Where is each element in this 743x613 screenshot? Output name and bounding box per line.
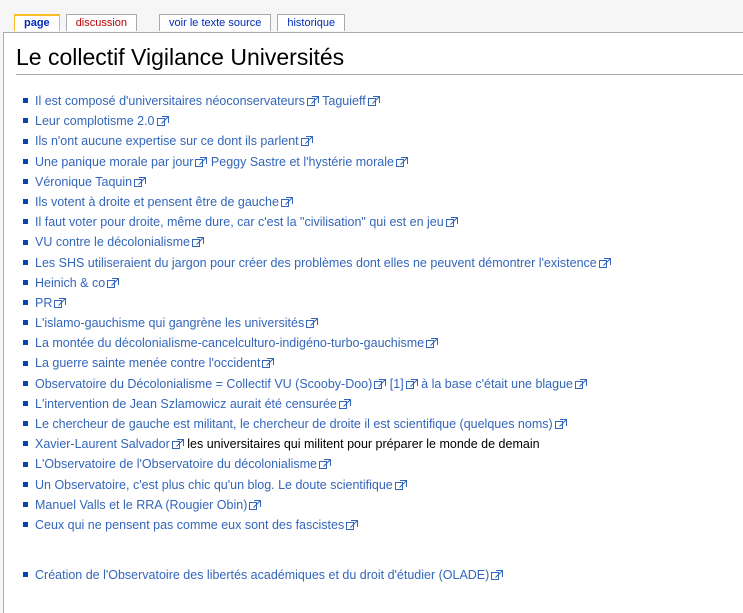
list-item	[23, 495, 611, 515]
bullet-icon	[23, 179, 28, 184]
link-text: Taguieff	[322, 94, 366, 108]
external-link[interactable]	[35, 437, 184, 451]
external-link-icon	[301, 136, 313, 146]
link-text: PR	[35, 295, 53, 310]
external-link-icon	[446, 217, 458, 227]
external-link-icon	[555, 419, 567, 429]
link-text: Les SHS utiliseraient du jargon pour créer des problèmes dont elles ne peuvent démontrer l'existence	[35, 255, 597, 270]
list-item	[23, 434, 611, 454]
link-text: L'intervention de Jean Szlamowicz aurait été censurée	[35, 396, 337, 411]
external-link[interactable]	[390, 377, 418, 391]
tab-view-source[interactable]: voir le texte source	[159, 14, 271, 31]
bullet-icon	[23, 340, 28, 345]
external-link-icon	[306, 318, 318, 328]
external-link[interactable]	[35, 256, 611, 270]
external-link[interactable]	[421, 377, 587, 391]
link-text: Il est composé d'universitaires néoconservateurs	[35, 94, 305, 108]
external-link-icon	[157, 116, 169, 126]
link-text: Ceux qui ne pensent pas comme eux sont des fascistes	[35, 517, 345, 532]
bullet-icon	[23, 462, 28, 467]
external-link-icon	[374, 379, 386, 389]
bullet-icon	[23, 260, 28, 265]
list-item	[23, 232, 611, 252]
external-link-icon	[54, 298, 66, 308]
list-item	[23, 454, 611, 474]
link-text: L'islamo-gauchisme qui gangrène les universités	[35, 316, 305, 331]
bullet-icon	[23, 421, 28, 426]
external-link[interactable]	[35, 195, 293, 209]
external-link-icon	[281, 197, 293, 207]
external-link[interactable]	[35, 356, 274, 370]
external-link[interactable]	[35, 316, 318, 330]
link-text: Manuel Valls et le RRA (Rougier Obin)	[35, 497, 248, 512]
link-text: La montée du décolonialisme-cancelculturo-indigéno-turbo-gauchisme	[35, 336, 425, 351]
external-link-icon	[172, 439, 184, 449]
list-item	[23, 91, 611, 111]
external-link[interactable]	[35, 336, 438, 350]
external-link-icon	[396, 157, 408, 167]
external-link[interactable]	[35, 417, 567, 431]
external-link-icon	[249, 500, 261, 510]
external-link-icon	[395, 480, 407, 490]
external-link[interactable]	[35, 296, 66, 310]
list-item	[23, 192, 611, 212]
list-item	[23, 273, 611, 293]
external-link-icon	[262, 358, 274, 368]
external-link[interactable]	[35, 175, 146, 189]
external-link[interactable]	[35, 215, 458, 229]
external-link[interactable]	[35, 457, 331, 471]
bullet-icon	[23, 361, 28, 366]
bullet-icon	[23, 219, 28, 224]
bullet-icon	[23, 320, 28, 325]
page-title: Le collectif Vigilance Universités	[16, 44, 743, 75]
link-list-secondary	[23, 565, 503, 585]
external-link[interactable]	[35, 276, 119, 290]
external-link-icon	[346, 520, 358, 530]
list-item	[23, 313, 611, 333]
external-link[interactable]	[211, 155, 408, 169]
external-link-icon	[426, 338, 438, 348]
bullet-icon	[23, 502, 28, 507]
list-item	[23, 374, 611, 394]
bullet-icon	[23, 441, 28, 446]
link-text: Une panique morale par jour	[35, 154, 194, 169]
external-link-icon	[307, 96, 319, 106]
bullet-icon	[23, 401, 28, 406]
list-item	[23, 515, 611, 535]
external-link-icon	[575, 379, 587, 389]
external-link[interactable]	[322, 94, 380, 108]
tab-history[interactable]: historique	[277, 14, 345, 31]
bullet-icon	[23, 522, 28, 527]
external-link[interactable]	[35, 498, 261, 512]
list-item	[23, 333, 611, 353]
list-item	[23, 475, 611, 495]
bullet-icon	[23, 381, 28, 386]
list-item	[23, 414, 611, 434]
link-text: Création de l'Observatoire des libertés académiques et du droit d'étudier (OLADE)	[35, 568, 490, 582]
list-item	[23, 152, 611, 172]
external-link[interactable]	[35, 397, 351, 411]
link-text: Peggy Sastre et l'hystérie morale	[210, 154, 394, 169]
link-text: Il faut voter pour droite, même dure, car c'est la "civilisation" qui est en jeu	[35, 215, 444, 230]
bullet-icon	[23, 280, 28, 285]
content-area	[3, 32, 743, 613]
bullet-icon	[23, 139, 28, 144]
external-link[interactable]	[35, 114, 169, 128]
bullet-icon	[23, 572, 28, 577]
external-link-icon	[195, 157, 207, 167]
list-item	[23, 565, 503, 585]
external-link[interactable]	[35, 478, 407, 492]
external-link-icon	[599, 258, 611, 268]
plain-text: les universitaires qui militent pour préparer le monde de demain	[187, 437, 540, 452]
bullet-icon	[23, 199, 28, 204]
link-text: Xavier-Laurent Salvador	[35, 437, 170, 452]
bullet-icon	[23, 98, 28, 103]
link-text: à la base c'était une blague	[421, 376, 573, 391]
list-item	[23, 111, 611, 131]
external-link-icon	[192, 237, 204, 247]
external-link[interactable]	[35, 377, 386, 391]
link-text: Observatoire du Décolonialisme = Collectif VU (Scooby-Doo)	[35, 376, 373, 391]
bullet-icon	[23, 159, 28, 164]
link-list	[23, 91, 611, 535]
external-link[interactable]	[35, 94, 319, 108]
list-item	[23, 131, 611, 151]
tab-bar	[14, 14, 345, 32]
link-text: L'Observatoire de l'Observatoire du décolonialisme	[35, 457, 318, 472]
bullet-icon	[23, 300, 28, 305]
list-item	[23, 172, 611, 192]
external-link[interactable]	[35, 235, 204, 249]
external-link-icon	[368, 96, 380, 106]
external-link[interactable]	[35, 518, 358, 532]
link-text: Heinich & co	[35, 275, 106, 290]
external-link-icon	[406, 379, 418, 389]
external-link[interactable]	[35, 568, 503, 582]
external-link-icon	[339, 399, 351, 409]
link-text: [1]	[389, 376, 404, 391]
list-item	[23, 293, 611, 313]
bullet-icon	[23, 482, 28, 487]
external-link-icon	[107, 278, 119, 288]
external-link[interactable]	[35, 134, 313, 148]
link-text: Véronique Taquin	[35, 174, 133, 189]
tab-page[interactable]: page	[14, 14, 60, 31]
list-item	[23, 353, 611, 373]
external-link-icon	[491, 570, 503, 580]
link-text: Ils n'ont aucune expertise sur ce dont ils parlent	[35, 134, 299, 149]
bullet-icon	[23, 240, 28, 245]
list-item	[23, 212, 611, 232]
list-item	[23, 253, 611, 273]
link-text: Un Observatoire, c'est plus chic qu'un blog. Le doute scientifique	[35, 477, 393, 492]
link-text: Leur complotisme 2.0	[35, 114, 155, 129]
external-link-icon	[319, 459, 331, 469]
external-link-icon	[134, 177, 146, 187]
link-text: Ils votent à droite et pensent être de gauche	[35, 194, 279, 209]
list-item	[23, 394, 611, 414]
tab-discussion[interactable]: discussion	[66, 14, 137, 31]
external-link[interactable]	[35, 155, 207, 169]
link-text: Le chercheur de gauche est militant, le chercheur de droite il est scientifique (quelques noms)	[35, 417, 553, 431]
bullet-icon	[23, 118, 28, 123]
link-text: La guerre sainte menée contre l'occident	[35, 356, 261, 371]
link-text: VU contre le décolonialisme	[35, 235, 190, 250]
